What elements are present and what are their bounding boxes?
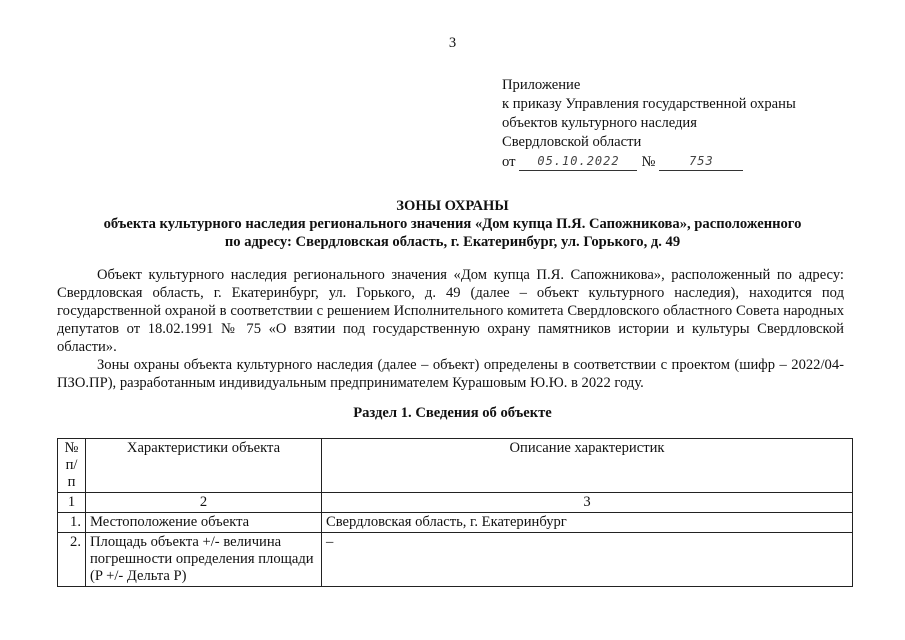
header-characteristics: Характеристики объекта [86, 439, 322, 493]
appendix-line-3: объектов культурного наследия [502, 115, 697, 131]
header-description: Описание характеристик [322, 439, 853, 493]
table-header-row [58, 439, 853, 493]
paragraph-2: Зоны охраны объекта культурного наследия (далее – объект) определены в соответствии с проектом (шифр – 2022/04-ПЗО.ПР), разработанным индивидуальным предпринимателем Курашовым Ю.Ю. в 2022 году. [57, 357, 844, 391]
handwritten-date: 05.10.2022 [519, 154, 637, 171]
page-number: 3 [448, 35, 457, 51]
table-row [58, 513, 853, 533]
document-heading [60, 197, 845, 251]
row-description: – [322, 533, 853, 587]
column-number-3: 3 [322, 493, 853, 513]
row-number: 1. [58, 513, 86, 533]
column-number-2: 2 [86, 493, 322, 513]
order-date-number-line [502, 152, 882, 171]
appendix-line-4: Свердловской области [502, 134, 642, 150]
from-label: от [502, 154, 516, 170]
handwritten-number: 753 [659, 154, 743, 171]
heading-subtitle-line-1: объекта культурного наследия регионального значения «Дом купца П.Я. Сапожникова», расположенного [103, 216, 802, 232]
appendix-line-2: к приказу Управления государственной охраны [502, 96, 796, 112]
row-description: Свердловская область, г. Екатеринбург [322, 513, 853, 533]
row-characteristic: Площадь объекта +/- величина погрешности определения площади (P +/- Дельта P) [86, 533, 322, 587]
table-row [58, 533, 853, 587]
paragraph-1: Объект культурного наследия регионального значения «Дом купца П.Я. Сапожникова», расположенный по адресу: Свердловская область, г. Екатеринбург, ул. Горького, д. 49 (далее – объект культурного наследия), находится под государственной охраной в соответствии с решением Исполнительного комитета Свердловского областного Совета народных депутатов от 18.02.1991 № 75 «О взятии под государственную охрану памятников истории и культуры Свердловской области». [57, 267, 844, 355]
object-characteristics-table [57, 438, 853, 587]
column-number-1: 1 [58, 493, 86, 513]
heading-title: ЗОНЫ ОХРАНЫ [396, 198, 509, 214]
row-characteristic: Местоположение объекта [86, 513, 322, 533]
appendix-block [502, 76, 882, 171]
heading-subtitle-line-2: по адресу: Свердловская область, г. Екатеринбург, ул. Горького, д. 49 [224, 234, 681, 250]
body-text [57, 266, 844, 392]
appendix-line-1: Приложение [502, 77, 581, 93]
header-number: № п/п [58, 439, 86, 493]
table-column-numbers-row [58, 493, 853, 513]
number-label: № [641, 154, 656, 170]
section-title: Раздел 1. Сведения об объекте [353, 405, 552, 421]
row-number: 2. [58, 533, 86, 587]
